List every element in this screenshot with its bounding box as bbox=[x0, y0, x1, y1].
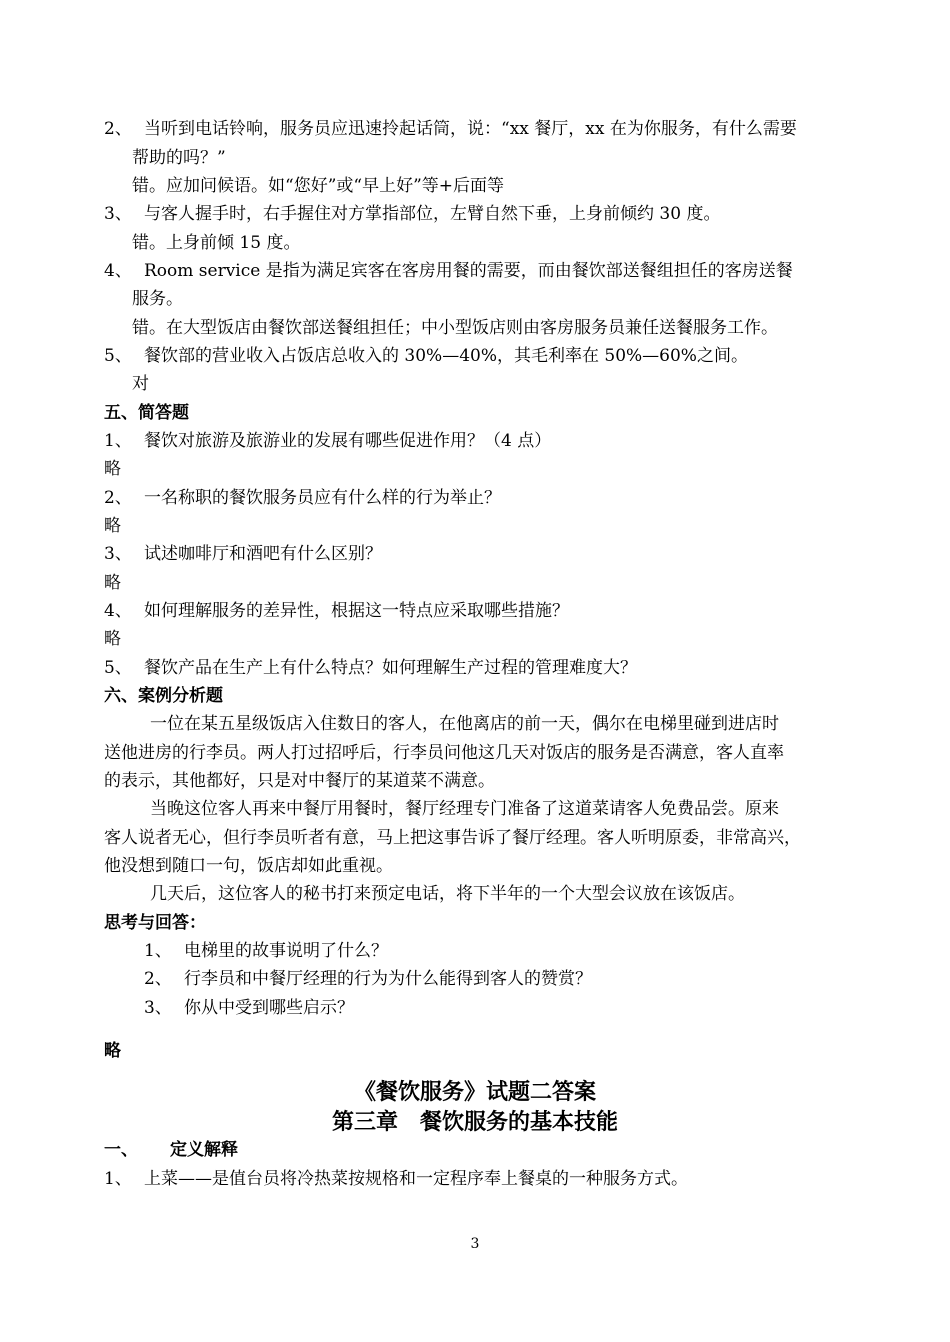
item-text: 行李员和中餐厅经理的行为为什么能得到客人的赞赏？ bbox=[184, 969, 592, 989]
item-text: Room service 是指为满足宾客在客房用餐的需要，而由餐饮部送餐组担任的客房送餐 bbox=[144, 261, 793, 281]
sa-answer-3: 略 bbox=[104, 573, 121, 593]
think-question-1 bbox=[144, 940, 904, 962]
case-para1-line3: 的表示，其他都好，只是对中餐厅的某道菜不满意。 bbox=[104, 771, 495, 791]
item-text: 餐饮产品在生产上有什么特点？如何理解生产过程的管理难度大？ bbox=[144, 658, 637, 678]
item-text: 与客人握手时，右手握住对方掌指部位，左臂自然下垂，上身前倾约 30 度。 bbox=[144, 204, 721, 224]
item-number: 1、 bbox=[104, 1169, 132, 1189]
item-number: 3、 bbox=[144, 998, 172, 1018]
item-number: 3、 bbox=[104, 204, 132, 224]
item-number: 4、 bbox=[104, 261, 132, 281]
tf-answer-4: 错。在大型饭店由餐饮部送餐组担任；中小型饭店则由客房服务员兼任送餐服务工作。 bbox=[132, 318, 778, 338]
item-number: 5、 bbox=[104, 658, 132, 678]
def-item-1 bbox=[104, 1168, 864, 1190]
section-title: 定义解释 bbox=[170, 1140, 238, 1160]
tf-item-4 bbox=[104, 260, 864, 282]
page-number: 3 bbox=[470, 1236, 480, 1252]
item-text: 一名称职的餐饮服务员应有什么样的行为举止？ bbox=[144, 488, 501, 508]
item-text: 餐饮对旅游及旅游业的发展有哪些促进作用？（4 点） bbox=[144, 431, 552, 451]
item-number: 1、 bbox=[104, 431, 132, 451]
case-para2-line2: 客人说者无心，但行李员听者有意，马上把这事告诉了餐厅经理。客人听明原委，非常高兴， bbox=[104, 828, 801, 848]
chapter-title: 第三章 餐饮服务的基本技能 bbox=[331, 1109, 618, 1135]
case-para1-line2: 送他进房的行李员。两人打过招呼后，行李员问他这几天对饭店的服务是否满意，客人直率 bbox=[104, 743, 784, 763]
item-number: 2、 bbox=[104, 488, 132, 508]
item-number: 3、 bbox=[104, 544, 132, 564]
tf-item-4-cont: 服务。 bbox=[132, 289, 183, 309]
section-number: 一、 bbox=[104, 1140, 138, 1160]
item-number: 5、 bbox=[104, 346, 132, 366]
item-number: 4、 bbox=[104, 601, 132, 621]
item-text: 当听到电话铃响，服务员应迅速拎起话筒，说：“xx 餐厅，xx 在为你服务，有什么需要 bbox=[144, 119, 797, 139]
section6-heading: 六、案例分析题 bbox=[104, 686, 223, 706]
think-question-3 bbox=[144, 997, 904, 1019]
tf-item-2 bbox=[104, 118, 864, 140]
tf-item-3 bbox=[104, 203, 864, 225]
sa-item-4 bbox=[104, 600, 864, 622]
def-section-heading bbox=[104, 1139, 864, 1161]
case-para2-line1: 当晚这位客人再来中餐厅用餐时，餐厅经理专门准备了这道菜请客人免费品尝。原来 bbox=[150, 799, 779, 819]
tf-item-5 bbox=[104, 345, 864, 367]
item-text: 如何理解服务的差异性，根据这一特点应采取哪些措施？ bbox=[144, 601, 569, 621]
sa-answer-2: 略 bbox=[104, 516, 121, 536]
sa-item-3 bbox=[104, 543, 864, 565]
tf-item-2-cont: 帮助的吗？” bbox=[132, 148, 226, 168]
item-number: 1、 bbox=[144, 941, 172, 961]
sa-item-1 bbox=[104, 430, 864, 452]
case-para2-line3: 他没想到随口一句，饭店却如此重视。 bbox=[104, 856, 393, 876]
case-para1-line1: 一位在某五星级饭店入住数日的客人，在他离店的前一天，偶尔在电梯里碰到进店时 bbox=[150, 714, 779, 734]
item-text: 电梯里的故事说明了什么？ bbox=[184, 941, 388, 961]
sa-item-2 bbox=[104, 487, 864, 509]
case-answer: 略 bbox=[104, 1041, 121, 1061]
item-text: 上菜——是值台员将冷热菜按规格和一定程序奉上餐桌的一种服务方式。 bbox=[144, 1169, 688, 1189]
section5-heading: 五、简答题 bbox=[104, 403, 189, 423]
tf-answer-3: 错。上身前倾 15 度。 bbox=[132, 233, 301, 253]
item-text: 你从中受到哪些启示？ bbox=[184, 998, 354, 1018]
item-number: 2、 bbox=[144, 969, 172, 989]
sa-answer-4: 略 bbox=[104, 629, 121, 649]
item-text: 餐饮部的营业收入占饭店总收入的 30%—40%，其毛利率在 50%—60%之间。 bbox=[144, 346, 748, 366]
think-heading: 思考与回答： bbox=[104, 913, 206, 933]
case-para3: 几天后，这位客人的秘书打来预定电话，将下半年的一个大型会议放在该饭店。 bbox=[150, 884, 745, 904]
tf-answer-2: 错。应加问候语。如“您好”或“早上好”等+后面等 bbox=[132, 176, 505, 196]
tf-answer-5: 对 bbox=[132, 374, 149, 394]
doc-title: 《餐饮服务》试题二答案 bbox=[353, 1079, 596, 1105]
sa-answer-1: 略 bbox=[104, 459, 121, 479]
think-question-2 bbox=[144, 968, 904, 990]
sa-item-5 bbox=[104, 657, 864, 679]
item-number: 2、 bbox=[104, 119, 132, 139]
item-text: 试述咖啡厅和酒吧有什么区别？ bbox=[144, 544, 382, 564]
